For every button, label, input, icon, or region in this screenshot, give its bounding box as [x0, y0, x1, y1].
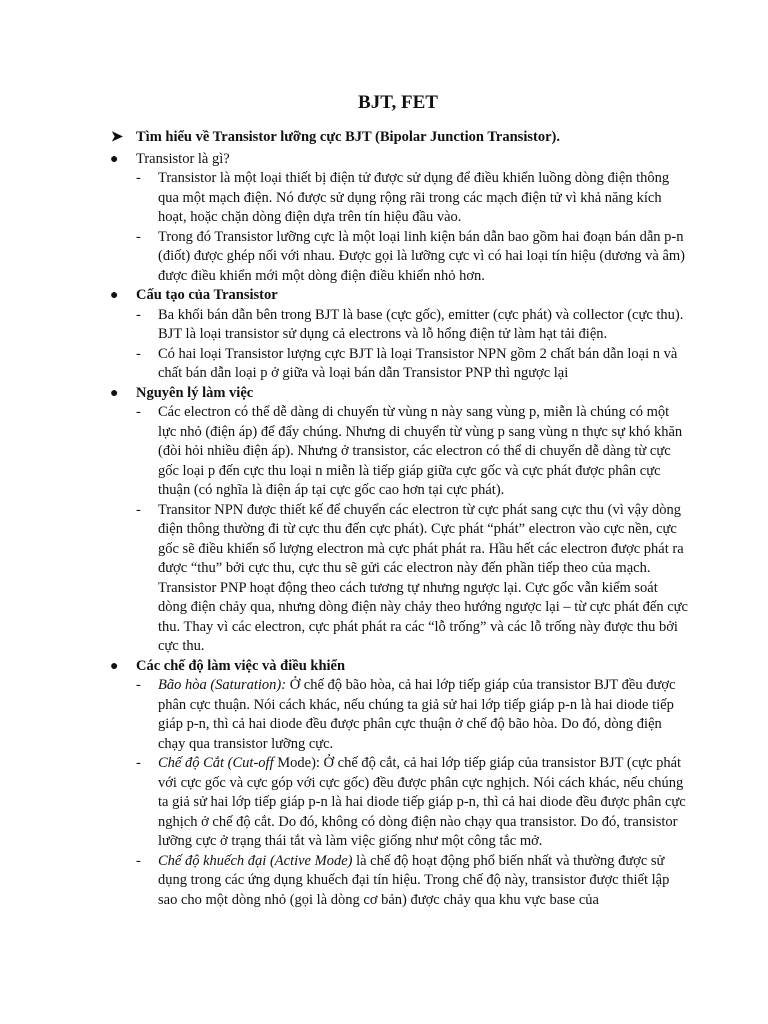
- section-title: Nguyên lý làm việc: [136, 384, 254, 401]
- dash-icon: -: [136, 306, 141, 323]
- intro-heading: [108, 128, 688, 148]
- list-item: [136, 345, 688, 384]
- dash-icon: -: [136, 228, 141, 245]
- document-title: BJT, FET: [358, 92, 438, 113]
- list-item: [136, 852, 688, 911]
- dash-icon: -: [136, 755, 141, 771]
- list-item: [136, 754, 688, 852]
- list-item: [136, 169, 688, 228]
- dash-icon: -: [136, 345, 141, 362]
- list-item: [136, 501, 688, 657]
- bullet-icon: ●: [110, 288, 119, 303]
- section-title: Cấu tạo của Transistor: [136, 287, 278, 303]
- list-item-text: Các electron có thể dễ dàng di chuyển từ vùng n này sang vùng p, miễn là chúng có một lực nhỏ (điện áp) để đẩy chúng. Nhưng di chuyển từ vùng p sang vùng n thực sự khó khăn (đòi hỏi nhiều điện áp). Nhưng ở transistor, các electron có thể di chuyển dễ dàng từ cực gốc loại p đến cực thu loại n miễn là tiếp giáp giữa cực gốc và cực phát được phân cực thuận (có nghĩa là điện áp tại cực gốc cao hơn tại cực phát).: [158, 404, 683, 498]
- arrow-icon: ➤: [110, 129, 124, 145]
- list-item: [136, 228, 688, 287]
- list-item-text: Trong đó Transistor lưỡng cực là một loại linh kiện bán dẫn bao gồm hai đoạn bán dẫn p-n (điốt) được ghép nối với nhau. Được gọi là lưỡng cực vì có hai loại tín hiệu (dương và âm) được điều khiển mới một dòng điện điều khiển nhỏ hơn.: [158, 228, 686, 284]
- list-item-text: Transitor NPN được thiết kế để chuyển các electron từ cực phát sang cực thu (vì vậy dòng điện thông thường đi từ cực thu đến cực phát). Cực phát “phát” electron vào cực nền, cực gốc sẽ điều khiển số lượng electron mà cực phát phát ra. Hầu hết các electron được phát ra được “thu” bởi cực thu, cực thu sẽ gửi các electron này đến phần tiếp theo của mạch. Transistor PNP hoạt động theo cách tương tự nhưng ngược lại. Cực gốc vẫn kiểm soát dòng điện chảy qua, nhưng dòng điện này chảy theo hướng ngược lại – từ cực phát đến cực thu. Thay vì các electron, cực phát phát ra các “lỗ trống” và các lỗ trống này được thu bởi cực thu.: [158, 501, 688, 654]
- bullet-icon: ●: [110, 385, 119, 401]
- bullet-icon: ●: [110, 658, 119, 674]
- dash-list: [136, 676, 688, 910]
- list-item-text: Có hai loại Transistor lượng cực BJT là loại Transistor NPN gồm 2 chất bán dẫn loại n và chất bán dẫn loại p ở giữa và loại bán dẫn Transistor PNP thì ngược lại: [158, 345, 678, 381]
- section-what-is-transistor: [108, 150, 688, 287]
- intro-text: Tìm hiểu về Transistor lưỡng cực BJT (Bipolar Junction Transistor).: [136, 129, 560, 145]
- dash-icon: -: [136, 677, 141, 693]
- section-title: Transistor là gì?: [136, 150, 230, 167]
- dash-list: [136, 403, 688, 657]
- list-item-text: Mode): Ở chế độ cắt, cả hai lớp tiếp giáp của transistor BJT (cực phát với cực gốc và cực góp với cực gốc) đều được phân cực nghịch. Nói cách khác, nếu chúng ta giả sử hai lớp tiếp giáp p-n là hai diode tiếp giáp p-n, thì cả hai diode đều được phân cực nghịch ở chế độ cắt. Do đó, không có dòng điện nào chạy qua transistor. Do đó, transistor lưỡng cực ở trạng thái tắt và làm việc giống như một công tắc mở.: [158, 755, 686, 849]
- dash-icon: -: [136, 404, 141, 420]
- bullet-icon: ●: [110, 151, 119, 167]
- section-structure: [108, 286, 688, 384]
- list-item: [136, 676, 688, 754]
- list-item-text: Ba khối bán dẫn bên trong BJT là base (cực gốc), emitter (cực phát) và collector (cực thu). BJT là loại transistor sử dụng cả electrons và lỗ hổng điện tử làm hạt tải điện.: [158, 306, 684, 342]
- list-item-text: Transistor là một loại thiết bị điện tử được sử dụng để điều khiển luồng dòng điện thông qua một mạch điện. Nó được sử dụng rộng rãi trong các mạch điện tử vì khả năng kích hoạt, hoặc chặn dòng điện dựa trên tín hiệu đầu vào.: [158, 170, 670, 225]
- section-working-principle: [108, 384, 688, 657]
- mode-label: Chế độ Cắt (Cut-off: [158, 755, 274, 771]
- section-operating-modes: [108, 657, 688, 911]
- section-title: Các chế độ làm việc và điều khiển: [136, 657, 346, 674]
- dash-icon: -: [136, 170, 141, 186]
- list-item-text: là chế độ hoạt động phổ biến nhất và thường được sử dụng trong các ứng dụng khuếch đại tín hiệu. Trong chế độ này, transistor được thiết lập sao cho một dòng nhỏ (gọi là dòng cơ bản) được chảy qua khu vực base của: [158, 852, 670, 908]
- dash-list: [136, 169, 688, 286]
- mode-label: Chế độ khuếch đại (Active Mode): [158, 852, 353, 869]
- list-item: [136, 306, 688, 345]
- dash-icon: -: [136, 501, 141, 518]
- mode-label: Bão hòa (Saturation):: [158, 677, 287, 693]
- dash-icon: -: [136, 852, 141, 869]
- list-item: [136, 403, 688, 501]
- dash-list: [136, 306, 688, 384]
- list-item-text: Ở chế độ bão hòa, cả hai lớp tiếp giáp của transistor BJT đều được phân cực thuận. Nói cách khác, nếu chúng ta giả sử hai lớp tiếp giáp p-n là hai diode tiếp giáp p-n, thì cả hai diode đều được phân cực thuận ở chế độ bão hòa. Do đó, dòng điện chạy qua transistor lưỡng cực.: [158, 677, 676, 752]
